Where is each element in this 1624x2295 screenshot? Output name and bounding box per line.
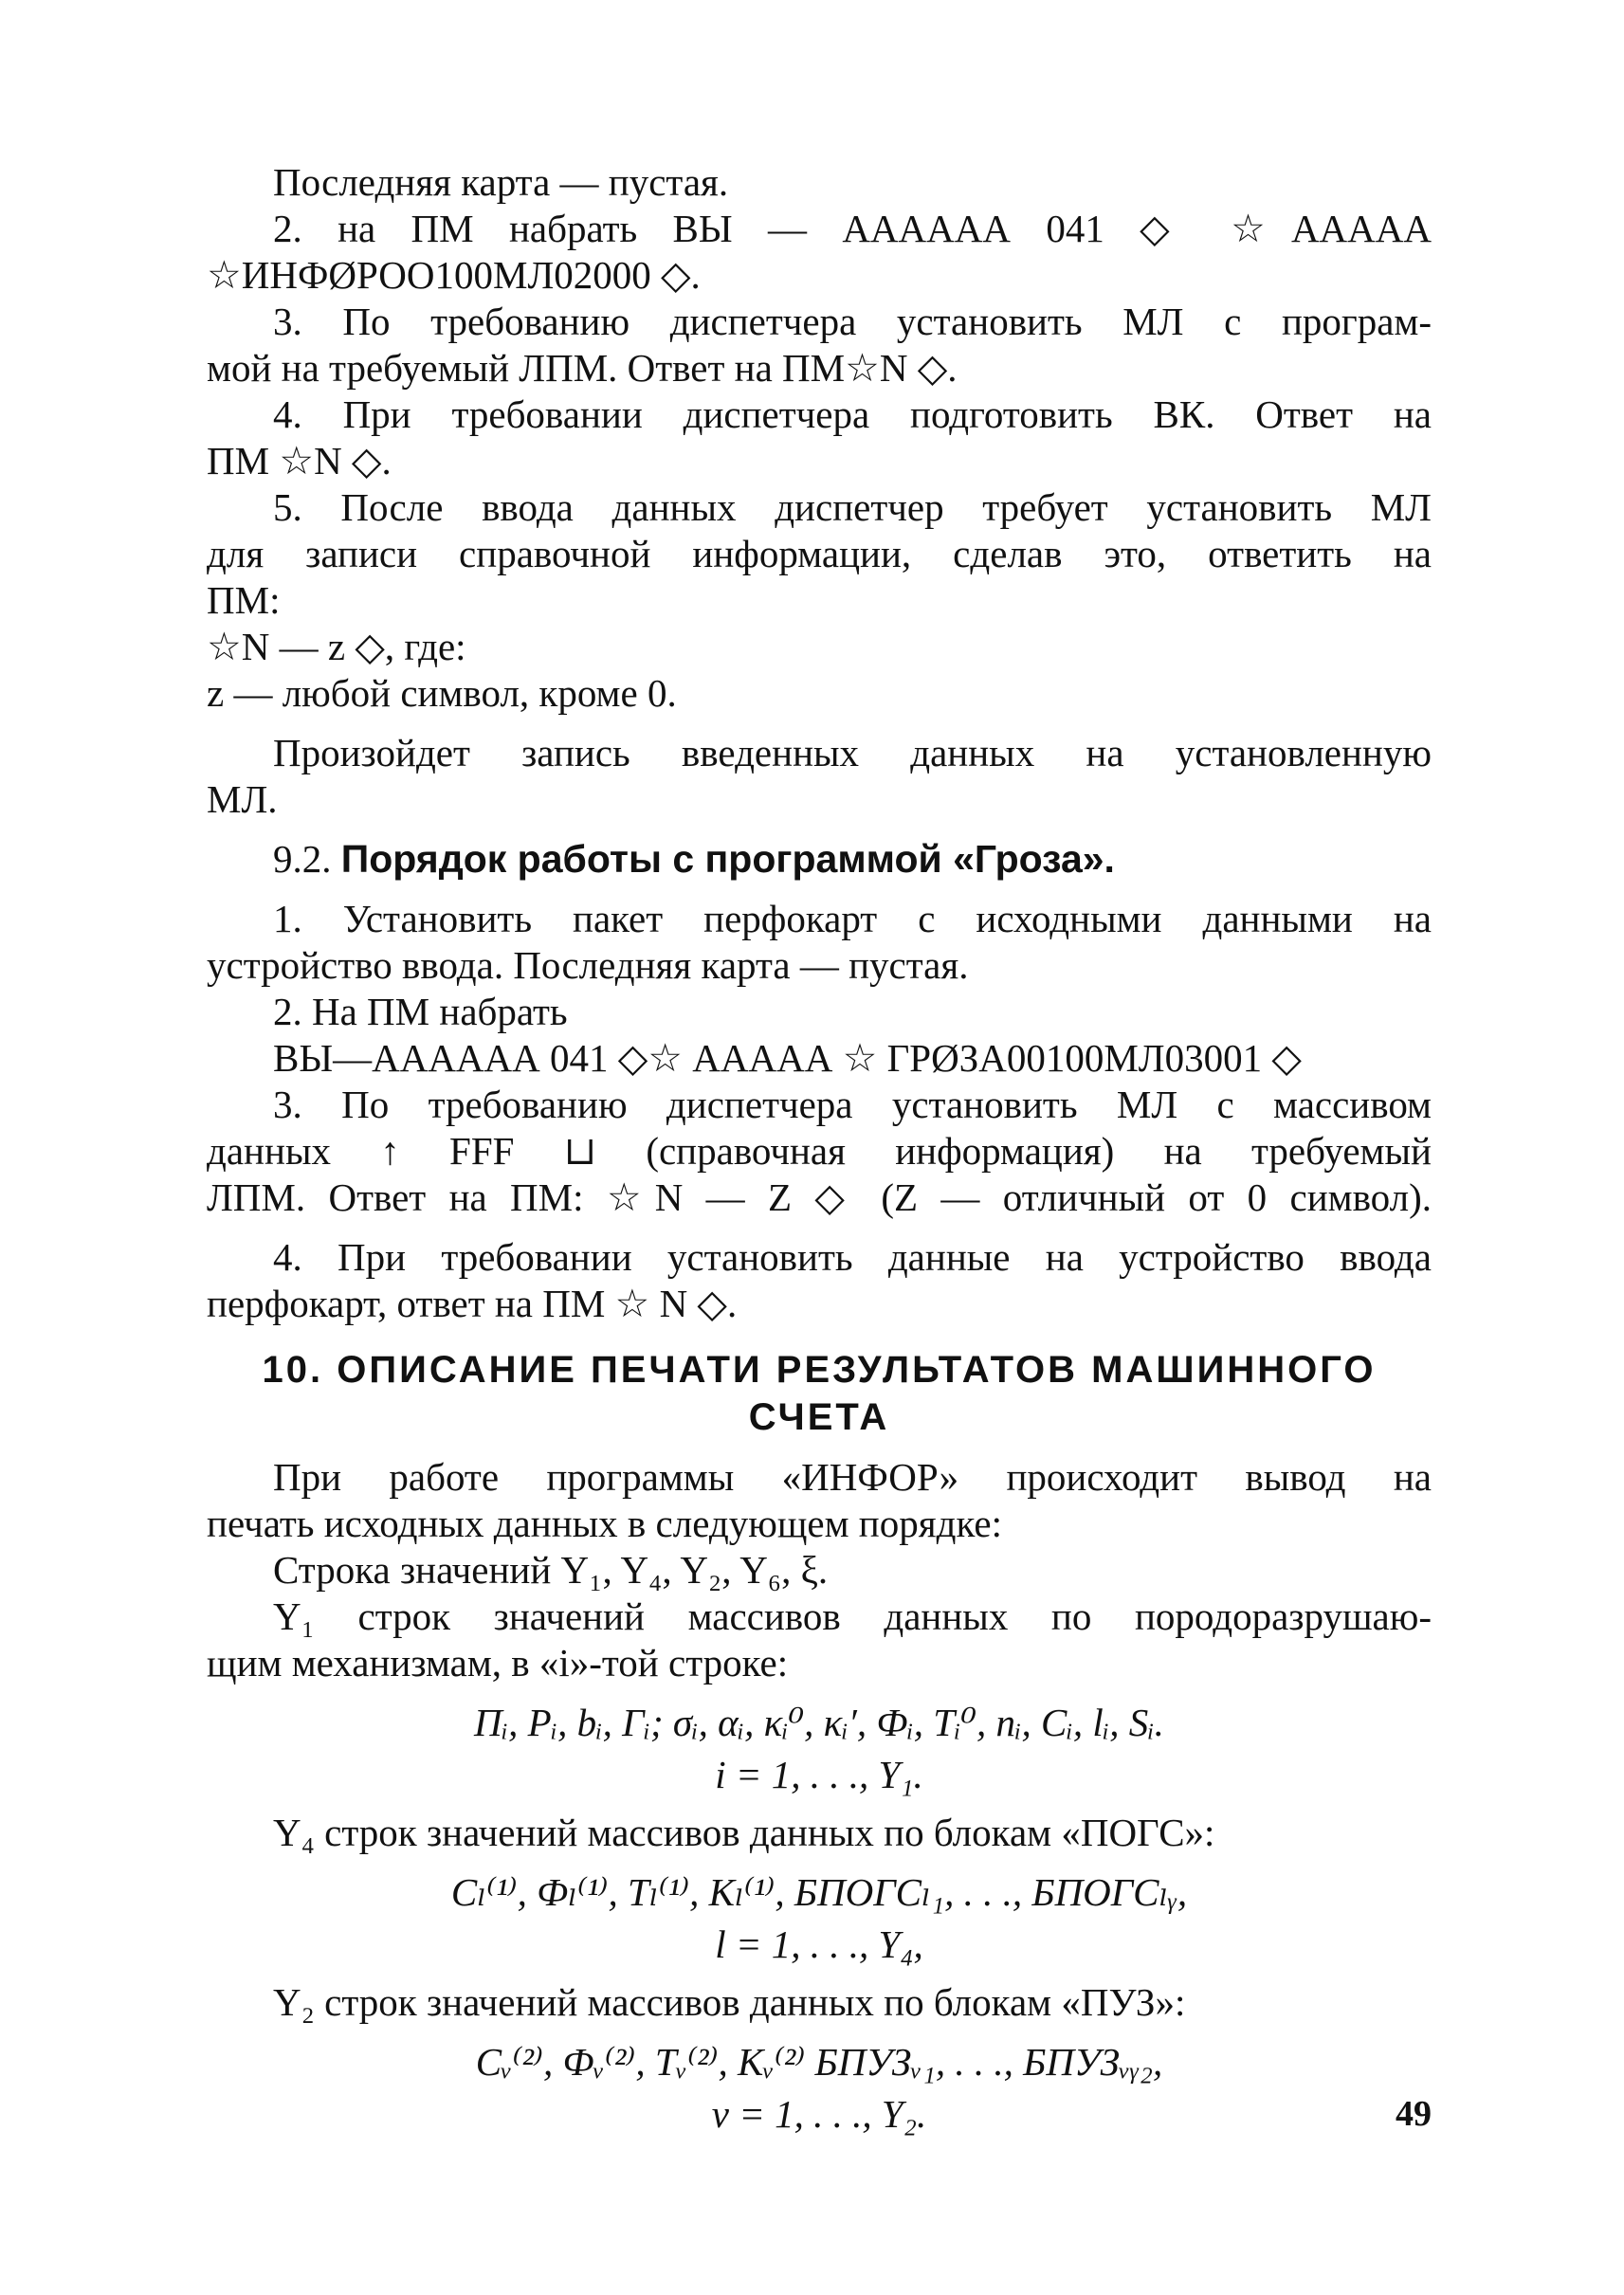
formula-line: Cₗ⁽¹⁾, Фₗ⁽¹⁾, Tₗ⁽¹⁾, Kₗ⁽¹⁾, БПОГСₗ₁, . . ., БПОГСₗᵧ, xyxy=(450,1870,1188,1914)
command-line: ВЫ—АААААА 041 ◇☆ ААААА ☆ ГРØЗА00100МЛ03001 ◇ xyxy=(273,1036,1302,1080)
text-line: ПМ: xyxy=(207,578,281,622)
text-line: перфокарт, ответ на ПМ ☆ N ◇. xyxy=(207,1282,738,1325)
text-line: ЛПМ. Ответ на ПМ: ☆N — Z ◇ (Z — отличный от 0 символ). xyxy=(207,1175,1432,1219)
text-line: z — любой символ, кроме 0. xyxy=(207,671,677,715)
text-line: МЛ. xyxy=(207,777,278,821)
text-line: Строка значений Y₁, Y₄, Y₂, Y₆, ξ. xyxy=(273,1548,829,1592)
formula-index-line: l = 1, . . ., Y₄, xyxy=(715,1922,923,1966)
section-number: 9.2. xyxy=(273,837,332,881)
text-line: 5. После ввода данных диспетчер требует установить МЛ xyxy=(273,485,1432,529)
text-line: При работе программы «ИНФОР» происходит вывод на xyxy=(273,1455,1432,1499)
chapter-heading-line-1: 10. ОПИСАНИЕ ПЕЧАТИ РЕЗУЛЬТАТОВ МАШИННОГО xyxy=(262,1349,1377,1391)
text-line: ☆N — z ◇, где: xyxy=(207,625,466,668)
text-line: 2. на ПМ набрать ВЫ — АААААА 041 ◇ ☆ААААА xyxy=(273,207,1432,250)
formula-line: Cᵥ⁽²⁾, Фᵥ⁽²⁾, Tᵥ⁽²⁾, Kᵥ⁽²⁾ БПУЗᵥ₁, . . ., БПУЗᵥᵧ₂, xyxy=(475,2040,1163,2084)
text-line: Y₂ строк значений массивов данных по блокам «ПУЗ»: xyxy=(273,1980,1186,2024)
text-line: Произойдет запись введенных данных на установленную xyxy=(273,731,1432,774)
section-title: Порядок работы с программой «Гроза». xyxy=(340,837,1115,881)
text-line: Y₄ строк значений массивов данных по блокам «ПОГС»: xyxy=(273,1811,1215,1854)
text-line: Y₁ строк значений массивов данных по породоразрушаю- xyxy=(273,1594,1432,1638)
text-line: 3. По требованию диспетчера установить МЛ с програм- xyxy=(273,300,1432,343)
text-line: Последняя карта — пустая. xyxy=(273,160,729,204)
section-heading-9-2 xyxy=(207,836,1432,883)
text-line: ☆ИНФØРОО100МЛ02000 ◇. xyxy=(207,253,701,297)
text-line: 3. По требованию диспетчера установить МЛ с массивом xyxy=(273,1083,1432,1126)
text-line: 4. При требовании установить данные на устройство ввода xyxy=(273,1235,1432,1279)
formula-index-line: i = 1, . . ., Y₁. xyxy=(715,1753,923,1796)
text-line: 1. Установить пакет перфокарт с исходными данными на xyxy=(273,897,1432,940)
chapter-heading xyxy=(207,1346,1432,1441)
text-line: устройство ввода. Последняя карта — пустая. xyxy=(207,943,969,987)
text-line: для записи справочной информации, сделав это, ответить на xyxy=(207,532,1432,575)
text-line: печать исходных данных в следующем порядке: xyxy=(207,1502,1002,1545)
text-line: мой на требуемый ЛПМ. Ответ на ПМ☆N ◇. xyxy=(207,346,958,390)
page-body xyxy=(207,159,1432,2149)
text-line: 2. На ПМ набрать xyxy=(273,990,568,1033)
text-line: ПМ ☆N ◇. xyxy=(207,439,392,483)
page-number: 49 xyxy=(1396,2094,1432,2134)
text-line: щим механизмам, в «i»-той строке: xyxy=(207,1641,789,1685)
text-line: 4. При требовании диспетчера подготовить ВК. Ответ на xyxy=(273,392,1432,436)
formula-line: Пᵢ, Pᵢ, bᵢ, Гᵢ; σᵢ, αᵢ, κᵢ⁰, κᵢ′, Фᵢ, Tᵢ⁰, nᵢ, Cᵢ, lᵢ, Sᵢ. xyxy=(474,1701,1164,1744)
chapter-heading-line-2: СЧЕТА xyxy=(748,1396,890,1438)
text-line: данных ↑ FFF ⊔ (справочная информация) на требуемый xyxy=(207,1129,1432,1173)
formula-index-line: ν = 1, . . ., Y₂. xyxy=(711,2092,927,2136)
